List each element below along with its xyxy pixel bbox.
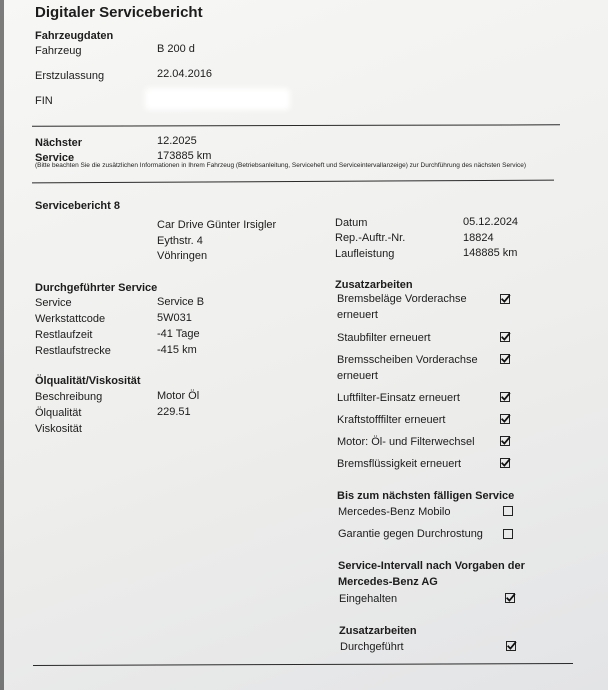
restlaufstrecke-value: -415 km bbox=[157, 344, 197, 356]
interval-heading-line2: Mercedes-Benz AG bbox=[338, 576, 438, 588]
report-title: Digitaler Servicebericht bbox=[35, 4, 203, 21]
fin-label: FIN bbox=[35, 95, 53, 107]
erstzulassung-label: Erstzulassung bbox=[35, 70, 105, 82]
next-service-km: 173885 km bbox=[157, 150, 212, 162]
divider bbox=[33, 663, 573, 666]
naechster-label: Nächster bbox=[35, 137, 83, 149]
performed-service-value: Service B bbox=[157, 296, 205, 308]
checkmark-icon bbox=[506, 640, 517, 651]
checkbox-luftfilter[interactable] bbox=[500, 392, 510, 402]
restlaufstrecke-label: Restlaufstrecke bbox=[35, 345, 111, 357]
extra-item-label: Bremsflüssigkeit erneuert bbox=[337, 458, 462, 470]
performed-service-label: Service bbox=[35, 297, 72, 309]
laufleistung-value: 148885 km bbox=[463, 247, 518, 259]
datum-value: 05.12.2024 bbox=[463, 216, 519, 228]
report-heading: Servicebericht 8 bbox=[35, 200, 120, 212]
extra-item-label: Luftfilter-Einsatz erneuert bbox=[337, 392, 460, 404]
checkbox-oelwechsel[interactable] bbox=[500, 436, 510, 446]
datum-label: Datum bbox=[335, 217, 368, 229]
extra2-heading: Zusatzarbeiten bbox=[339, 625, 417, 637]
checkbox-bremsbelaege[interactable] bbox=[500, 294, 510, 304]
checkmark-icon bbox=[500, 391, 511, 402]
rep-label: Rep.-Auftr.-Nr. bbox=[335, 232, 406, 244]
mobilo-label: Mercedes-Benz Mobilo bbox=[338, 506, 451, 518]
fahrzeug-value: B 200 d bbox=[157, 43, 195, 55]
extra-item-label: Kraftstofffilter erneuert bbox=[337, 414, 446, 426]
extra-item-label: Bremsbeläge Vorderachse bbox=[337, 293, 467, 305]
next-service-note: (Bitte beachten Sie die zusätzlichen Informationen in Ihrem Fahrzeug (Betriebsanleitung, Serviceheft und Serviceintervallanzeige) zur Durchführung des nächsten Service) bbox=[35, 162, 527, 169]
extra-heading: Zusatzarbeiten bbox=[335, 279, 413, 291]
durchrostung-label: Garantie gegen Durchrostung bbox=[338, 528, 483, 540]
restlaufzeit-label: Restlaufzeit bbox=[35, 329, 93, 341]
interval-heading-line1: Service-Intervall nach Vorgaben der bbox=[338, 560, 525, 572]
performed-heading: Durchgeführter Service bbox=[35, 282, 158, 294]
checkmark-icon bbox=[500, 457, 511, 468]
checkbox-staubfilter[interactable] bbox=[500, 332, 510, 342]
durchgefuehrt-label: Durchgeführt bbox=[340, 641, 404, 653]
checkbox-kraftstofffilter[interactable] bbox=[500, 414, 510, 424]
checkmark-icon bbox=[500, 413, 511, 424]
extra-item-label-cont: erneuert bbox=[337, 370, 378, 382]
oil-heading: Ölqualität/Viskosität bbox=[35, 375, 141, 387]
oelqualitaet-value: 229.51 bbox=[157, 406, 191, 418]
erstzulassung-value: 22.04.2016 bbox=[157, 68, 213, 80]
checkmark-icon bbox=[500, 353, 511, 364]
checkbox-durchrostung[interactable] bbox=[503, 529, 513, 539]
dealer-city: Vöhringen bbox=[157, 250, 208, 262]
checkmark-icon bbox=[500, 293, 511, 304]
checkbox-eingehalten[interactable] bbox=[505, 593, 515, 603]
extra-item-label: Bremsscheiben Vorderachse bbox=[337, 354, 478, 366]
werkstattcode-value: 5W031 bbox=[157, 312, 192, 324]
next-service-date: 12.2025 bbox=[157, 135, 197, 147]
oelqualitaet-label: Ölqualität bbox=[35, 407, 82, 419]
werkstattcode-label: Werkstattcode bbox=[35, 313, 106, 325]
dealer-street: Eythstr. 4 bbox=[157, 235, 203, 247]
service-label: Service bbox=[35, 152, 75, 164]
viskositaet-label: Viskosität bbox=[35, 423, 82, 435]
beschreibung-value: Motor Öl bbox=[157, 390, 200, 402]
divider bbox=[32, 180, 554, 184]
rep-value: 18824 bbox=[463, 232, 494, 244]
eingehalten-label: Eingehalten bbox=[339, 593, 398, 605]
checkmark-icon bbox=[500, 435, 511, 446]
divider bbox=[32, 124, 560, 126]
restlaufzeit-value: -41 Tage bbox=[157, 328, 200, 340]
checkmark-icon bbox=[500, 331, 511, 342]
checkbox-bremsscheiben[interactable] bbox=[500, 354, 510, 364]
extra-item-label: Motor: Öl- und Filterwechsel bbox=[337, 436, 475, 448]
vehicle-heading: Fahrzeugdaten bbox=[35, 30, 114, 42]
checkbox-durchgefuehrt[interactable] bbox=[506, 641, 516, 651]
fahrzeug-label: Fahrzeug bbox=[35, 45, 82, 57]
dealer-name: Car Drive Günter Irsigler bbox=[157, 219, 277, 231]
laufleistung-label: Laufleistung bbox=[335, 248, 395, 260]
page-edge-shadow bbox=[0, 0, 4, 690]
checkbox-bremsfluessigkeit[interactable] bbox=[500, 458, 510, 468]
beschreibung-label: Beschreibung bbox=[35, 391, 103, 403]
checkmark-icon bbox=[505, 592, 516, 603]
checkbox-mobilo[interactable] bbox=[503, 506, 513, 516]
until-next-heading: Bis zum nächsten fälligen Service bbox=[337, 490, 515, 502]
fin-redaction bbox=[145, 88, 290, 110]
extra-item-label-cont: erneuert bbox=[337, 309, 378, 321]
extra-item-label: Staubfilter erneuert bbox=[337, 332, 431, 344]
